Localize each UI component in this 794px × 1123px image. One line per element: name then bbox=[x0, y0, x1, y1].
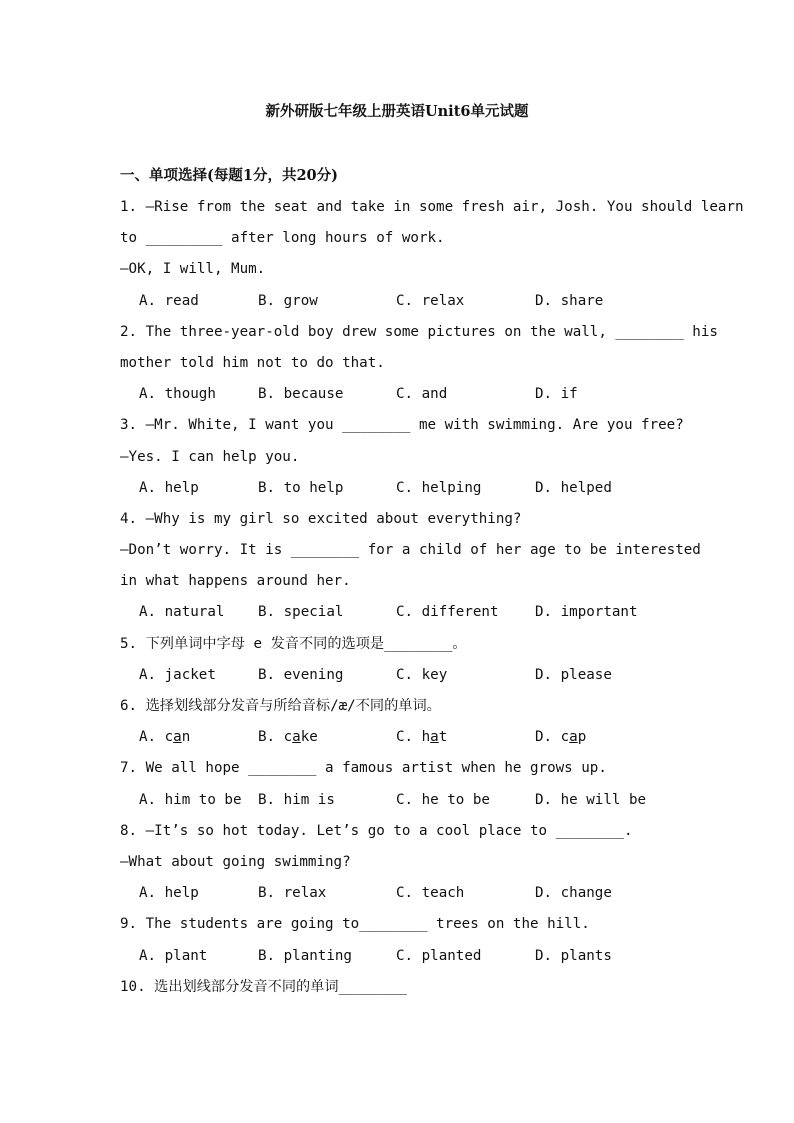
option-text: ke bbox=[300, 729, 318, 746]
question-1-line-2: to _________ after long hours of work. bbox=[120, 230, 445, 247]
option-c: C. teach bbox=[396, 885, 465, 902]
option-b bbox=[258, 722, 318, 753]
question-4-options bbox=[120, 597, 680, 628]
question-7-line-1: 7. We all hope ________ a famous artist when he grows up. bbox=[120, 760, 607, 777]
option-b: B. because bbox=[258, 386, 344, 403]
option-a: A. help bbox=[139, 479, 199, 496]
underlined-letter: a bbox=[569, 729, 578, 746]
option-b: B. grow bbox=[258, 292, 318, 309]
question-4-line-2: —Don’t worry. It is ________ for a child of her age to be interested bbox=[120, 542, 701, 559]
question-2-line-2: mother told him not to do that. bbox=[120, 354, 385, 371]
option-a: A. jacket bbox=[139, 666, 216, 683]
question-list bbox=[120, 192, 744, 1003]
option-d: D. please bbox=[535, 666, 612, 683]
underlined-letter: a bbox=[430, 729, 439, 746]
option-b: B. special bbox=[258, 604, 344, 621]
question-4-line-3: in what happens around her. bbox=[120, 573, 351, 590]
question-8-options bbox=[120, 878, 680, 909]
question-1-line-3: —OK, I will, Mum. bbox=[120, 261, 266, 278]
option-a: A. plant bbox=[139, 947, 208, 964]
option-a: A. read bbox=[139, 292, 199, 309]
question-3-options bbox=[120, 473, 680, 504]
option-b: B. planting bbox=[258, 947, 352, 964]
section-heading: 一、单项选择(每题1分，共20分) bbox=[120, 167, 338, 184]
question-2-line-1: 2. The three-year-old boy drew some pictures on the wall, ________ his bbox=[120, 323, 718, 340]
question-5-line-1: 5. 下列单词中字母 e 发音不同的选项是________。 bbox=[120, 635, 467, 652]
option-a bbox=[139, 722, 190, 753]
option-b: B. him is bbox=[258, 791, 335, 808]
option-c: C. relax bbox=[396, 292, 465, 309]
option-d: D. helped bbox=[535, 479, 612, 496]
option-d: D. important bbox=[535, 604, 638, 621]
option-text: B. c bbox=[258, 729, 293, 746]
option-a: A. him to be bbox=[139, 791, 242, 808]
underlined-letter: a bbox=[292, 729, 301, 746]
document-title: 新外研版七年级上册英语Unit6单元试题 bbox=[265, 103, 529, 120]
question-1-line-1: 1. —Rise from the seat and take in some fresh air, Josh. You should learn bbox=[120, 199, 744, 215]
option-c: C. different bbox=[396, 604, 499, 621]
option-text: t bbox=[438, 729, 448, 746]
option-c: C. planted bbox=[396, 947, 482, 964]
question-3-line-1: 3. —Mr. White, I want you ________ me with swimming. Are you free? bbox=[120, 417, 684, 434]
option-c bbox=[396, 722, 447, 753]
option-c: C. he to be bbox=[396, 791, 490, 808]
question-9-options bbox=[120, 941, 680, 972]
option-a: A. help bbox=[139, 885, 199, 902]
question-8-line-1: 8. —It’s so hot today. Let’s go to a cool place to ________. bbox=[120, 822, 633, 839]
option-d: D. change bbox=[535, 885, 612, 902]
option-d: D. he will be bbox=[535, 791, 647, 808]
option-d bbox=[535, 722, 586, 753]
option-text: C. h bbox=[396, 729, 431, 746]
option-text: A. c bbox=[139, 729, 174, 746]
option-text: n bbox=[181, 729, 191, 746]
option-c: C. helping bbox=[396, 479, 482, 496]
option-d: D. if bbox=[535, 386, 578, 403]
question-8-line-2: —What about going swimming? bbox=[120, 853, 351, 870]
question-9-line-1: 9. The students are going to________ trees on the hill. bbox=[120, 916, 590, 933]
option-d: D. share bbox=[535, 292, 604, 309]
question-4-line-1: 4. —Why is my girl so excited about everything? bbox=[120, 510, 522, 527]
option-a: A. though bbox=[139, 386, 216, 403]
option-text: D. c bbox=[535, 729, 570, 746]
question-6-options bbox=[120, 722, 680, 753]
question-2-options bbox=[120, 379, 680, 410]
question-10-line-1: 10. 选出划线部分发音不同的单词________ bbox=[120, 978, 407, 995]
option-b: B. to help bbox=[258, 479, 344, 496]
question-3-line-2: —Yes. I can help you. bbox=[120, 448, 300, 465]
option-b: B. evening bbox=[258, 666, 344, 683]
question-5-options bbox=[120, 660, 680, 691]
option-b: B. relax bbox=[258, 885, 327, 902]
question-7-options bbox=[120, 785, 680, 816]
option-d: D. plants bbox=[535, 947, 612, 964]
option-a: A. natural bbox=[139, 604, 225, 621]
option-text: p bbox=[577, 729, 587, 746]
option-c: C. key bbox=[396, 666, 448, 683]
question-1-options bbox=[120, 286, 680, 317]
question-6-line-1: 6. 选择划线部分发音与所给音标/æ/不同的单词。 bbox=[120, 698, 441, 714]
option-c: C. and bbox=[396, 386, 448, 403]
underlined-letter: a bbox=[173, 729, 182, 746]
